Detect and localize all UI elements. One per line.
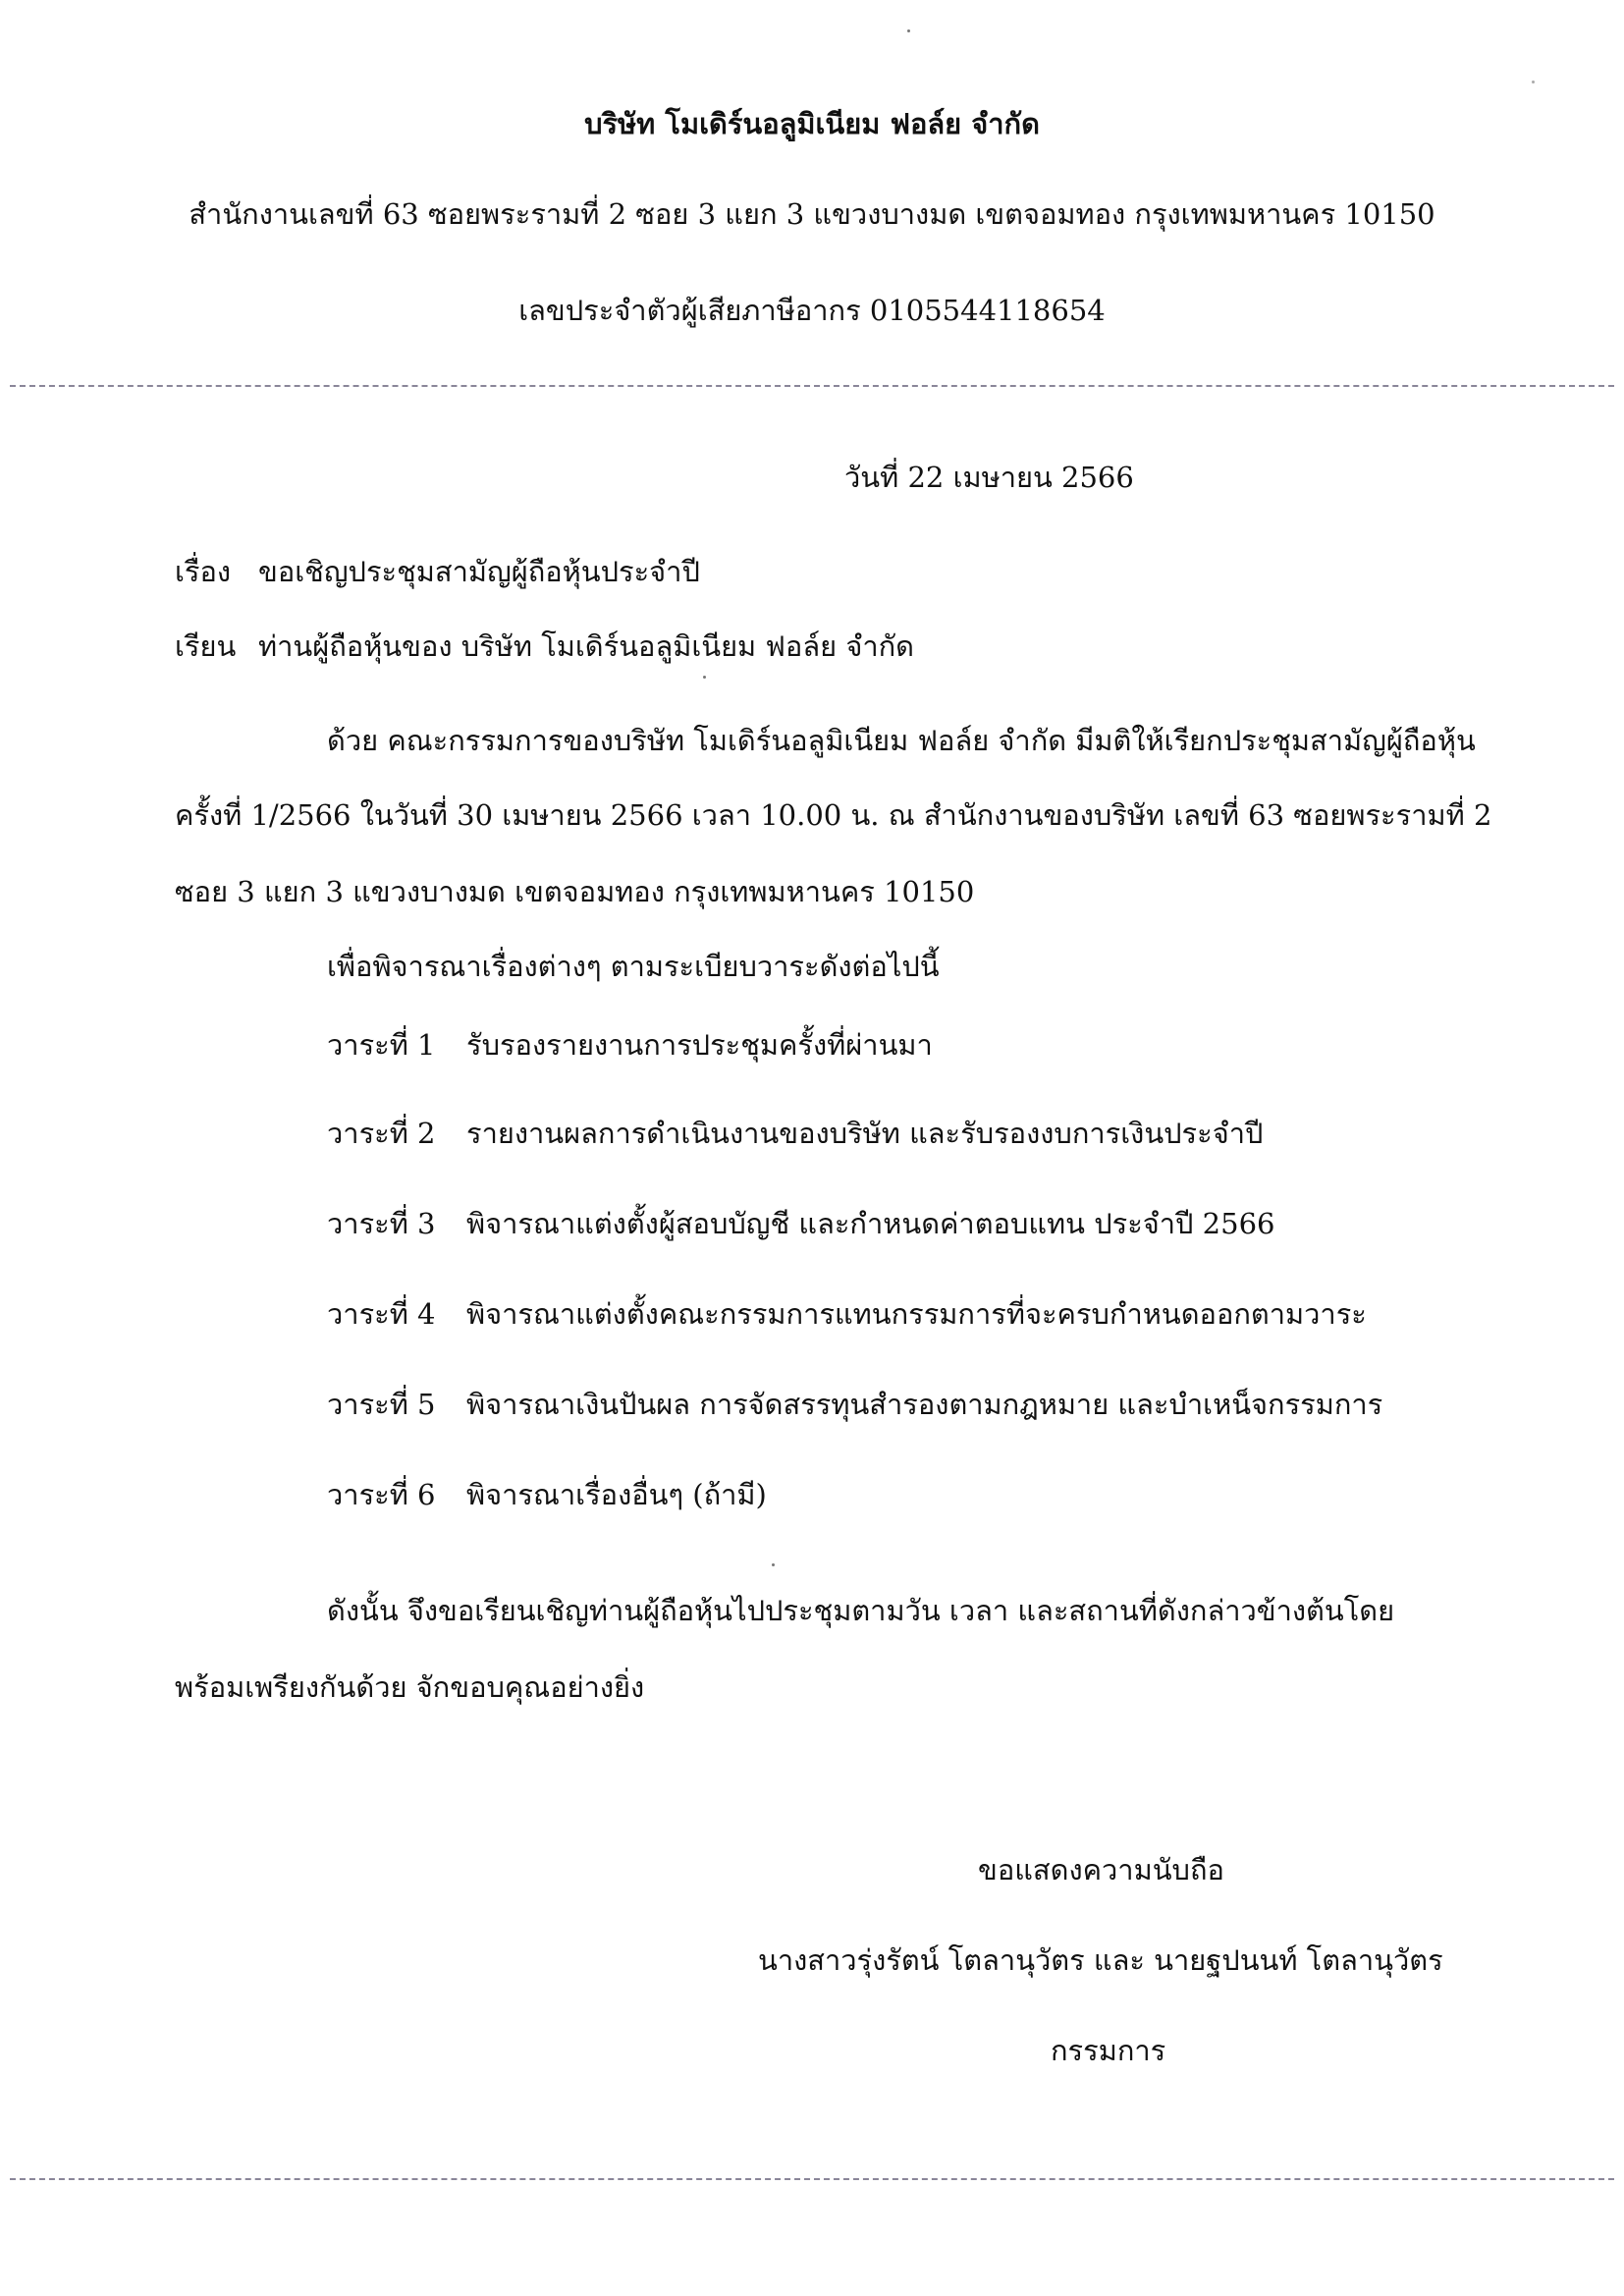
agenda-text: พิจารณาเงินปันผล การจัดสรรทุนสำรองตามกฎหมาย และบำเหน็จกรรมการ bbox=[466, 1388, 1383, 1421]
agenda-text: พิจารณาเรื่องอื่นๆ (ถ้ามี) bbox=[466, 1478, 767, 1511]
agenda-intro: เพื่อพิจารณาเรื่องต่างๆ ตามระเบียบวาระดังต่อไปนี้ bbox=[327, 950, 940, 983]
agenda-label: วาระที่ 2 bbox=[327, 1117, 436, 1150]
closing-line-2: พร้อมเพรียงกันด้วย จักขอบคุณอย่างยิ่ง bbox=[175, 1670, 645, 1704]
recipient-text: ท่านผู้ถือหุ้นของ บริษัท โมเดิร์นอลูมิเนียม ฟอล์ย จำกัด bbox=[258, 629, 914, 663]
agenda-label: วาระที่ 5 bbox=[327, 1388, 436, 1421]
recipient-label: เรียน bbox=[175, 629, 237, 663]
scan-speck bbox=[1532, 81, 1535, 83]
header-divider bbox=[10, 385, 1614, 387]
agenda-label: วาระที่ 6 bbox=[327, 1478, 436, 1511]
agenda-item bbox=[327, 1385, 1382, 1424]
agenda-text: พิจารณาแต่งตั้งผู้สอบบัญชี และกำหนดค่าตอบแทน ประจำปี 2566 bbox=[466, 1207, 1275, 1240]
agenda-label: วาระที่ 1 bbox=[327, 1028, 436, 1062]
body-paragraph-line-1: ด้วย คณะกรรมการของบริษัท โมเดิร์นอลูมิเนียม ฟอล์ย จำกัด มีมติให้เรียกประชุมสามัญผู้ถือหุ้น bbox=[327, 724, 1476, 757]
signature-names: นางสาวรุ่งรัตน์ โตลานุวัตร และ นายฐปนนท์ โตลานุวัตร bbox=[758, 1943, 1443, 1977]
agenda-item bbox=[327, 1114, 1263, 1153]
subject-line bbox=[175, 552, 700, 591]
scan-speck bbox=[772, 1563, 775, 1566]
scan-speck bbox=[703, 676, 706, 679]
company-name: บริษัท โมเดิร์นอลูมิเนียม ฟอล์ย จำกัด bbox=[584, 107, 1040, 140]
subject-text: ขอเชิญประชุมสามัญผู้ถือหุ้นประจำปี bbox=[258, 555, 700, 588]
agenda-item bbox=[327, 1204, 1274, 1243]
closing-line-1: ดังนั้น จึงขอเรียนเชิญท่านผู้ถือหุ้นไปประชุมตามวัน เวลา และสถานที่ดังกล่าวข้างต้นโดย bbox=[327, 1594, 1395, 1627]
agenda-text: พิจารณาแต่งตั้งคณะกรรมการแทนกรรมการที่จะครบกำหนดออกตามวาระ bbox=[466, 1297, 1367, 1331]
body-paragraph-line-3: ซอย 3 แยก 3 แขวงบางมด เขตจอมทอง กรุงเทพมหานคร 10150 bbox=[175, 875, 975, 908]
body-paragraph-line-2: ครั้งที่ 1/2566 ในวันที่ 30 เมษายน 2566 เวลา 10.00 น. ณ สำนักงานของบริษัท เลขที่ 63 ซอยพระรามที่ 2 bbox=[175, 798, 1492, 832]
footer-divider bbox=[10, 2178, 1614, 2180]
recipient-line bbox=[175, 627, 914, 666]
signature-title: กรรมการ bbox=[1051, 2034, 1166, 2067]
subject-label: เรื่อง bbox=[175, 555, 232, 588]
company-address: สำนักงานเลขที่ 63 ซอยพระรามที่ 2 ซอย 3 แยก 3 แขวงบางมด เขตจอมทอง กรุงเทพมหานคร 10150 bbox=[189, 197, 1435, 231]
agenda-text: รายงานผลการดำเนินงานของบริษัท และรับรองงบการเงินประจำปี bbox=[466, 1117, 1264, 1150]
agenda-item bbox=[327, 1025, 933, 1065]
agenda-item bbox=[327, 1294, 1367, 1334]
signature-regards: ขอแสดงความนับถือ bbox=[978, 1853, 1224, 1886]
agenda-label: วาระที่ 3 bbox=[327, 1207, 436, 1240]
agenda-text: รับรองรายงานการประชุมครั้งที่ผ่านมา bbox=[466, 1028, 933, 1062]
tax-id: เลขประจำตัวผู้เสียภาษีอากร 0105544118654 bbox=[518, 294, 1106, 327]
agenda-label: วาระที่ 4 bbox=[327, 1297, 436, 1331]
agenda-item bbox=[327, 1475, 767, 1514]
letter-date: วันที่ 22 เมษายน 2566 bbox=[844, 461, 1134, 494]
scan-speck bbox=[907, 29, 910, 32]
